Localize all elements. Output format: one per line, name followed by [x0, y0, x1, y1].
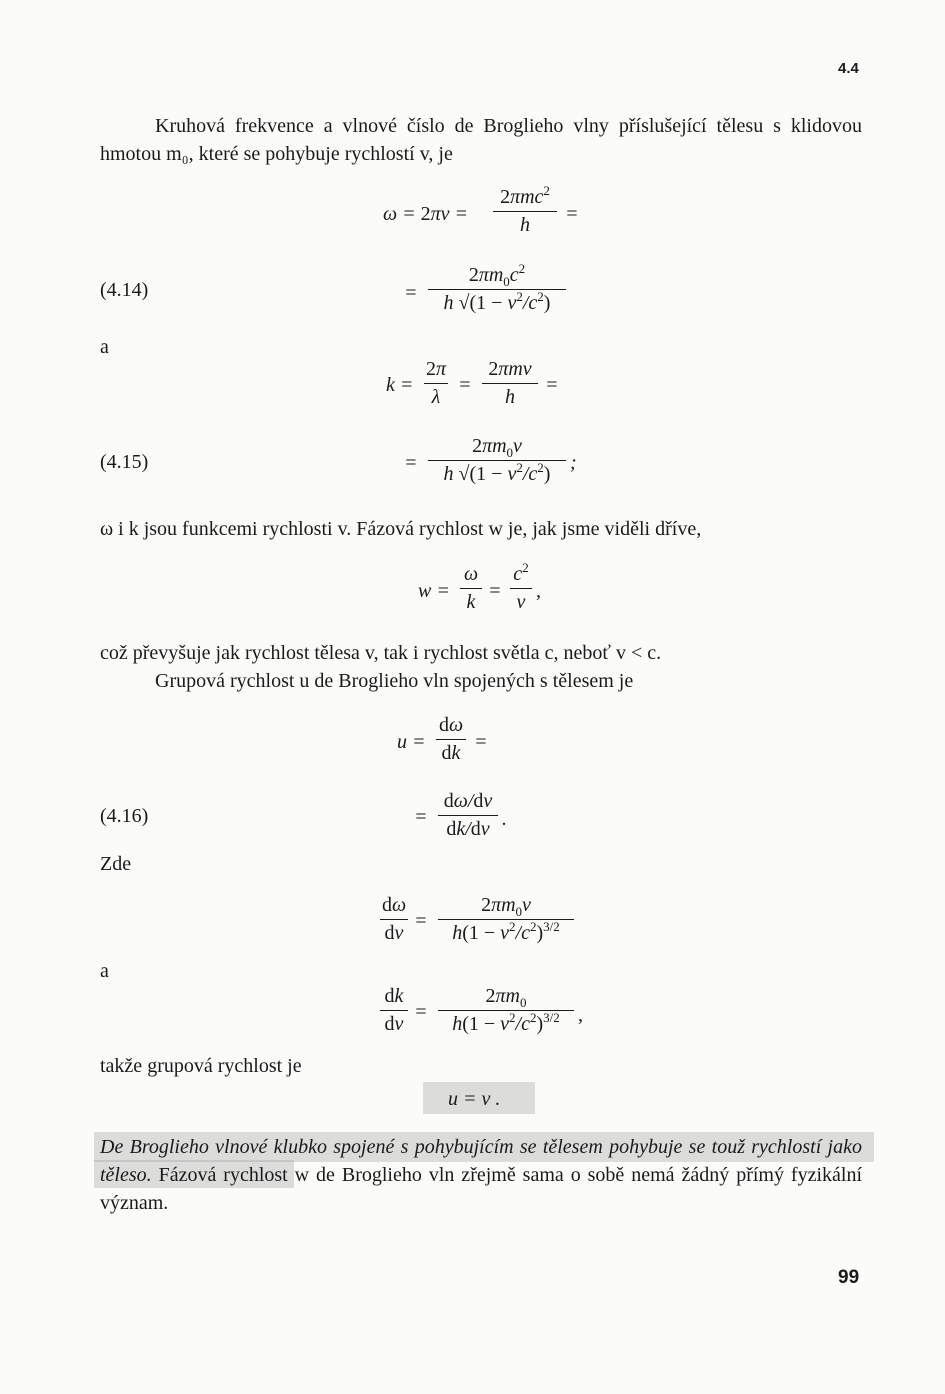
eq-equals: =	[404, 282, 418, 304]
conclusion-italic: De Broglieho vlnové klubko spojené s pohybujícím se tělesem pohybuje se touž rychlostí jako těleso.	[100, 1136, 862, 1186]
frac-domegadv-dkdv: dω/dv dk/dv	[438, 790, 498, 841]
eq-equals: =	[404, 452, 418, 474]
eq-equals: =	[414, 910, 428, 932]
frac-dk-dv-result: $2\pi m_0$ $h(1 - v^2/c^2)^{3/2}$	[438, 985, 574, 1036]
eq-comma: ,	[536, 580, 541, 602]
frac-k-full: $2\pi m_0v$ h $√(1 - v^2/c^2)$	[428, 435, 566, 486]
section-number: 4.4	[838, 60, 859, 77]
frac-omega-full: $2\pi m_0c^2$ h $√(1 - v^2/c^2)$	[428, 264, 566, 315]
eq-period: .	[502, 808, 507, 830]
eq-equals: =	[545, 374, 559, 396]
frac-domega-dv: dω dv	[382, 894, 407, 944]
eq-k-line1: k =	[386, 374, 414, 396]
frac-2pimc2-h: 2πmc$^2$ h	[493, 186, 557, 237]
paragraph-intro	[100, 112, 862, 168]
frac-2pi-lambda: 2π λ	[426, 358, 447, 408]
eq-equals: =	[458, 374, 472, 396]
frac-domega-dv-result: $2\pi m_0v$ $h(1 - v^2/c^2)^{3/2}$	[438, 894, 574, 945]
word-a: a	[100, 336, 109, 358]
conclusion-rest: Fázová rychlost w de Broglieho vln zřejmě sama o sobě nemá žádný přímý fyzikální význam.	[100, 1164, 862, 1214]
equation-label-4-14: (4.14)	[100, 279, 149, 301]
equation-label-4-15: (4.15)	[100, 451, 149, 473]
eq-u-line1: u =	[397, 731, 426, 753]
word-zde: Zde	[100, 853, 132, 875]
text-so-group-velocity: takže grupová rychlost je	[100, 1055, 302, 1077]
paragraph-intro-text: Kruhová frekvence a vlnové číslo de Broglieho vlny příslušející tělesu s klidovou hmotou m₀, které se pohybuje rychlostí v, je	[100, 115, 862, 165]
eq-w-line: w =	[418, 580, 450, 602]
eq-comma: ,	[578, 1004, 583, 1026]
paragraph-phase	[100, 515, 862, 543]
eq-equals: =	[565, 203, 579, 225]
paragraph-phase-text: ω i k jsou funkcemi rychlosti v. Fázová rychlost w je, jak jsme viděli dříve,	[100, 518, 702, 540]
paragraph-exceeds-text: což převyšuje jak rychlost tělesa v, tak i rychlost světla c, neboť v < c.	[100, 642, 662, 664]
eq-equals: =	[474, 731, 488, 753]
paragraph-exceeds	[100, 639, 862, 695]
frac-omega-k: ω k	[460, 563, 482, 614]
word-a: a	[100, 960, 109, 982]
eq-u-equals-v: u = v .	[448, 1088, 501, 1110]
equation-label-4-16: (4.16)	[100, 805, 149, 827]
eq-equals: =	[414, 806, 428, 828]
page-number: 99	[838, 1267, 860, 1288]
frac-c2-v: $c^2$ v	[510, 563, 532, 614]
eq-equals: =	[488, 580, 502, 602]
eq-omega-line1: ω = 2πν =	[383, 203, 469, 225]
eq-semicolon: ;	[570, 452, 577, 474]
frac-domega-dk: dω dk	[436, 714, 466, 765]
eq-equals: =	[414, 1001, 428, 1023]
frac-2pimv-h: 2πmv h	[482, 358, 538, 409]
frac-dk-dv: dk dv	[380, 985, 408, 1036]
paragraph-conclusion	[100, 1133, 862, 1217]
paragraph-group-velocity-text: Grupová rychlost u de Broglieho vln spojených s tělesem je	[155, 670, 634, 692]
